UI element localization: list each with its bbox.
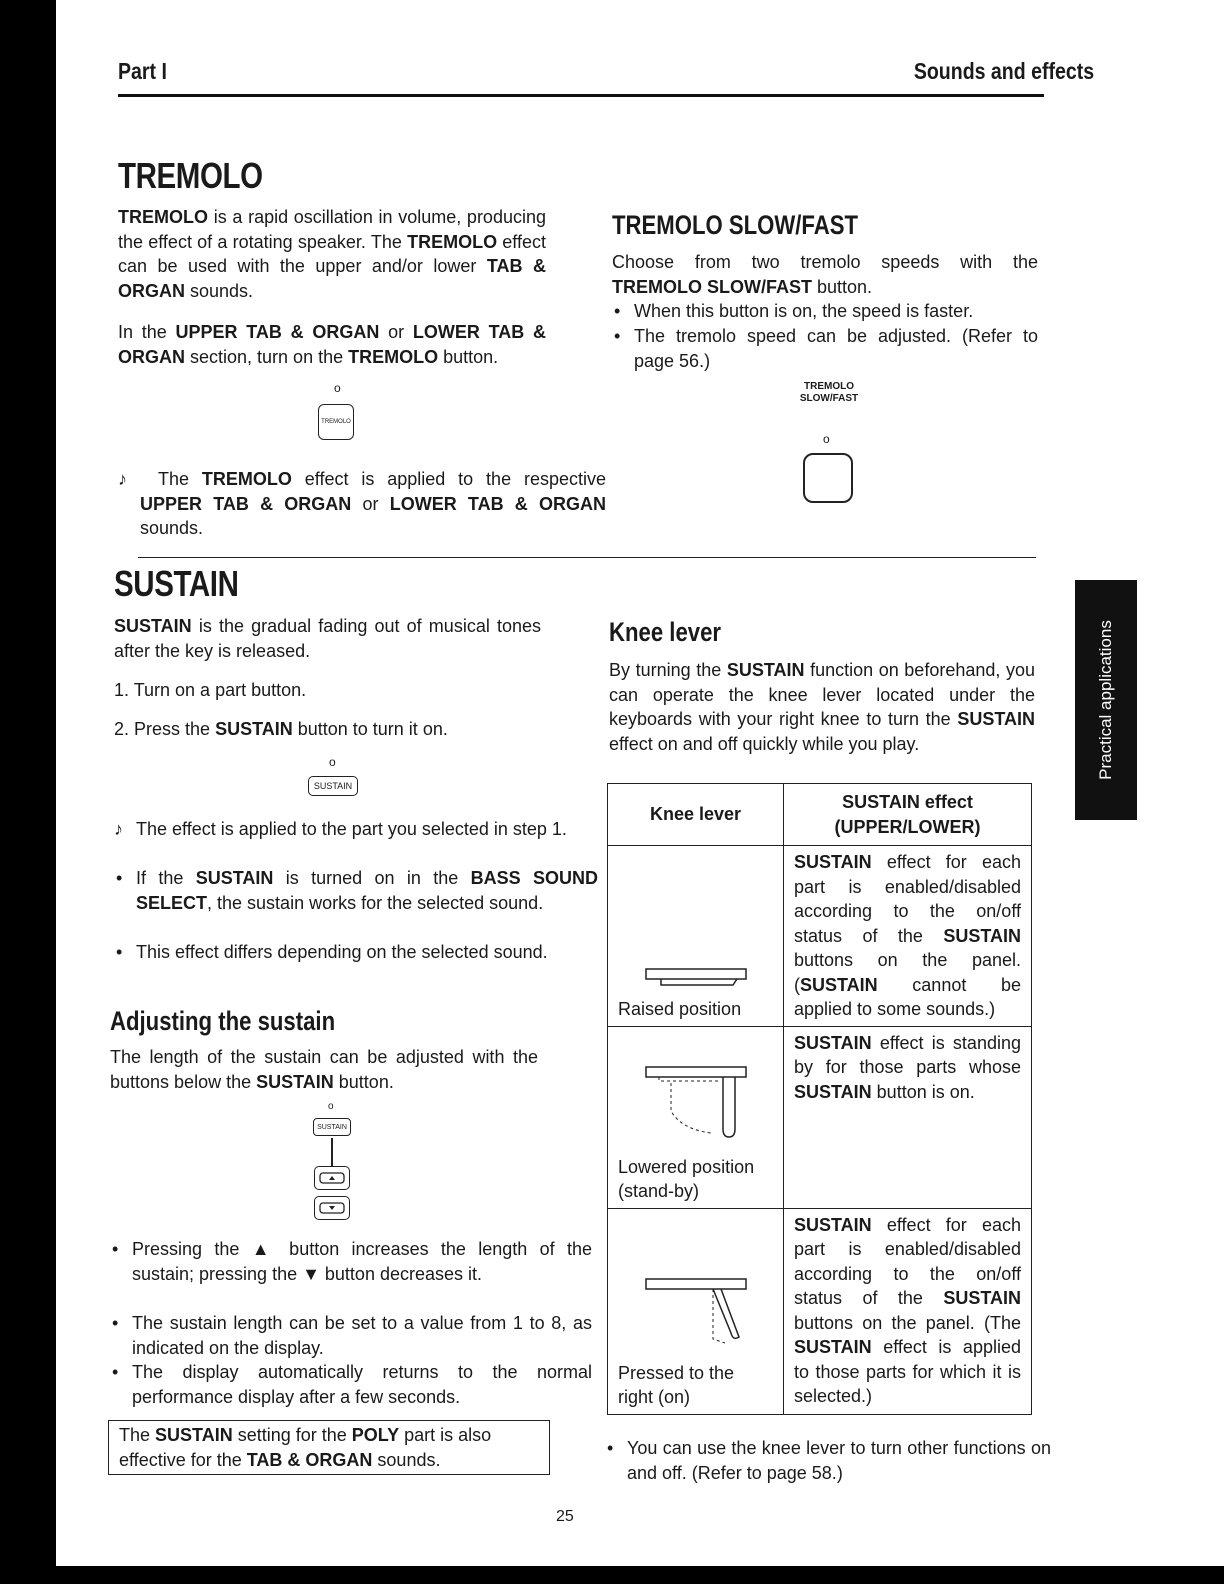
slowfast-bullet-2: • The tremolo speed can be adjusted. (Refer to page 56.) xyxy=(612,324,1038,373)
down-arrow-icon xyxy=(319,1202,345,1214)
adjust-led-icon: o xyxy=(328,1101,334,1112)
knee-bullet: • You can use the knee lever to turn other functions on and off. (Refer to page 58.) xyxy=(605,1436,1051,1485)
adjust-title: Adjusting the sustain xyxy=(110,1006,336,1036)
tremolo-title: TREMOLO xyxy=(118,155,263,196)
tremolo-button[interactable]: TREMOLO xyxy=(318,404,354,440)
adjust-sustain-button[interactable]: SUSTAIN xyxy=(313,1118,351,1136)
slowfast-label: TREMOLO SLOW/FAST xyxy=(799,381,859,404)
sustain-step-2: 2. Press the SUSTAIN button to turn it on. xyxy=(114,719,448,739)
pressed-position-label: Pressed to the right (on) xyxy=(618,1362,735,1407)
table-header-row xyxy=(608,784,1032,846)
slowfast-led-icon: o xyxy=(823,432,830,446)
sustain-led-icon: o xyxy=(329,755,336,769)
sustain-title: SUSTAIN xyxy=(114,563,239,604)
sustain-bullet-2: • This effect differs depending on the selected sound. xyxy=(114,940,598,965)
sustain-intro: SUSTAIN is the gradual fading out of musical tones after the key is released. xyxy=(114,616,541,661)
table-row: Pressed to the right (on) SUSTAIN effect for each part is enabled/disabled according to the on/off status of the SUSTAIN buttons on the panel. (The SUSTAIN effect is applied to those parts for which it is selected.) xyxy=(608,1208,1032,1414)
col-knee-lever: Knee lever xyxy=(608,784,784,846)
knee-lever-lowered-icon xyxy=(641,1061,751,1151)
header-rule xyxy=(118,94,1044,97)
tremolo-intro: TREMOLO is a rapid oscillation in volume, producing the effect of a rotating speaker. The TREMOLO effect can be used with the upper and/or lower TAB & ORGAN sounds. xyxy=(118,207,546,301)
page-number: 25 xyxy=(556,1508,574,1525)
adjust-bullet-2: • The sustain length can be set to a value from 1 to 8, as indicated on the display. xyxy=(110,1311,592,1360)
knee-lever-table xyxy=(607,783,1032,1415)
music-note-icon: ♪ xyxy=(118,469,127,489)
col-sustain-effect: SUSTAIN effect (UPPER/LOWER) xyxy=(784,784,1032,846)
manual-page xyxy=(56,0,1224,1566)
slowfast-intro: Choose from two tremolo speeds with the TREMOLO SLOW/FAST button. xyxy=(612,252,1038,297)
lowered-position-label: Lowered position (stand-by) xyxy=(618,1156,755,1201)
slowfast-title: TREMOLO SLOW/FAST xyxy=(612,210,858,240)
sustain-up-button[interactable] xyxy=(314,1166,350,1190)
table-row: Raised position SUSTAIN effect for each part is enabled/disabled according to the on/off status of the SUSTAIN buttons on the panel. (SUSTAIN cannot be applied to some sounds.) xyxy=(608,846,1032,1027)
slowfast-bullet-1: • When this button is on, the speed is faster. xyxy=(612,299,1038,324)
poly-note-box: The SUSTAIN setting for the POLY part is also effective for the TAB & ORGAN sounds. xyxy=(108,1420,550,1475)
sustain-bullet-1: • If the SUSTAIN is turned on in the BASS SOUND SELECT, the sustain works for the selected sound. xyxy=(114,866,598,915)
music-note-icon: ♪ xyxy=(114,819,123,839)
adjust-bullet-1: • Pressing the ▲ button increases the length of the sustain; pressing the ▼ button decreases it. xyxy=(110,1237,592,1286)
sustain-note: ♪ The effect is applied to the part you selected in step 1. xyxy=(114,817,598,842)
raised-position-label: Raised position xyxy=(618,999,742,1019)
adjust-bullet-3: • The display automatically returns to the normal performance display after a few seconds. xyxy=(110,1360,592,1409)
knee-title: Knee lever xyxy=(609,617,722,647)
connector-line xyxy=(331,1138,333,1166)
knee-lever-pressed-icon xyxy=(641,1273,751,1357)
sustain-button[interactable]: SUSTAIN xyxy=(308,776,358,796)
section-divider xyxy=(138,557,1036,558)
tremolo-note: ♪ The TREMOLO effect is applied to the respective UPPER TAB & ORGAN or LOWER TAB & ORGAN sounds. xyxy=(118,469,606,538)
tremolo-instruction: In the UPPER TAB & ORGAN or LOWER TAB & ORGAN section, turn on the TREMOLO button. xyxy=(118,322,546,367)
up-arrow-icon xyxy=(319,1172,345,1184)
slowfast-button[interactable] xyxy=(803,453,853,503)
table-row: Lowered position (stand-by) SUSTAIN effect is standing by for those parts whose SUSTAIN button is on. xyxy=(608,1026,1032,1208)
adjust-intro: The length of the sustain can be adjusted with the buttons below the SUSTAIN button. xyxy=(110,1047,538,1092)
sustain-step-1: 1. Turn on a part button. xyxy=(114,680,307,700)
header-part: Part I xyxy=(118,58,167,84)
header-section: Sounds and effects xyxy=(913,58,1094,84)
tremolo-led-icon: o xyxy=(334,381,341,395)
knee-intro: By turning the SUSTAIN function on beforehand, you can operate the knee lever located under the keyboards with your right knee to turn the SUSTAIN effect on and off quickly while you play. xyxy=(609,660,1035,754)
knee-lever-raised-icon xyxy=(641,961,751,993)
section-tab: Practical applications xyxy=(1075,580,1137,820)
sustain-down-button[interactable] xyxy=(314,1196,350,1220)
